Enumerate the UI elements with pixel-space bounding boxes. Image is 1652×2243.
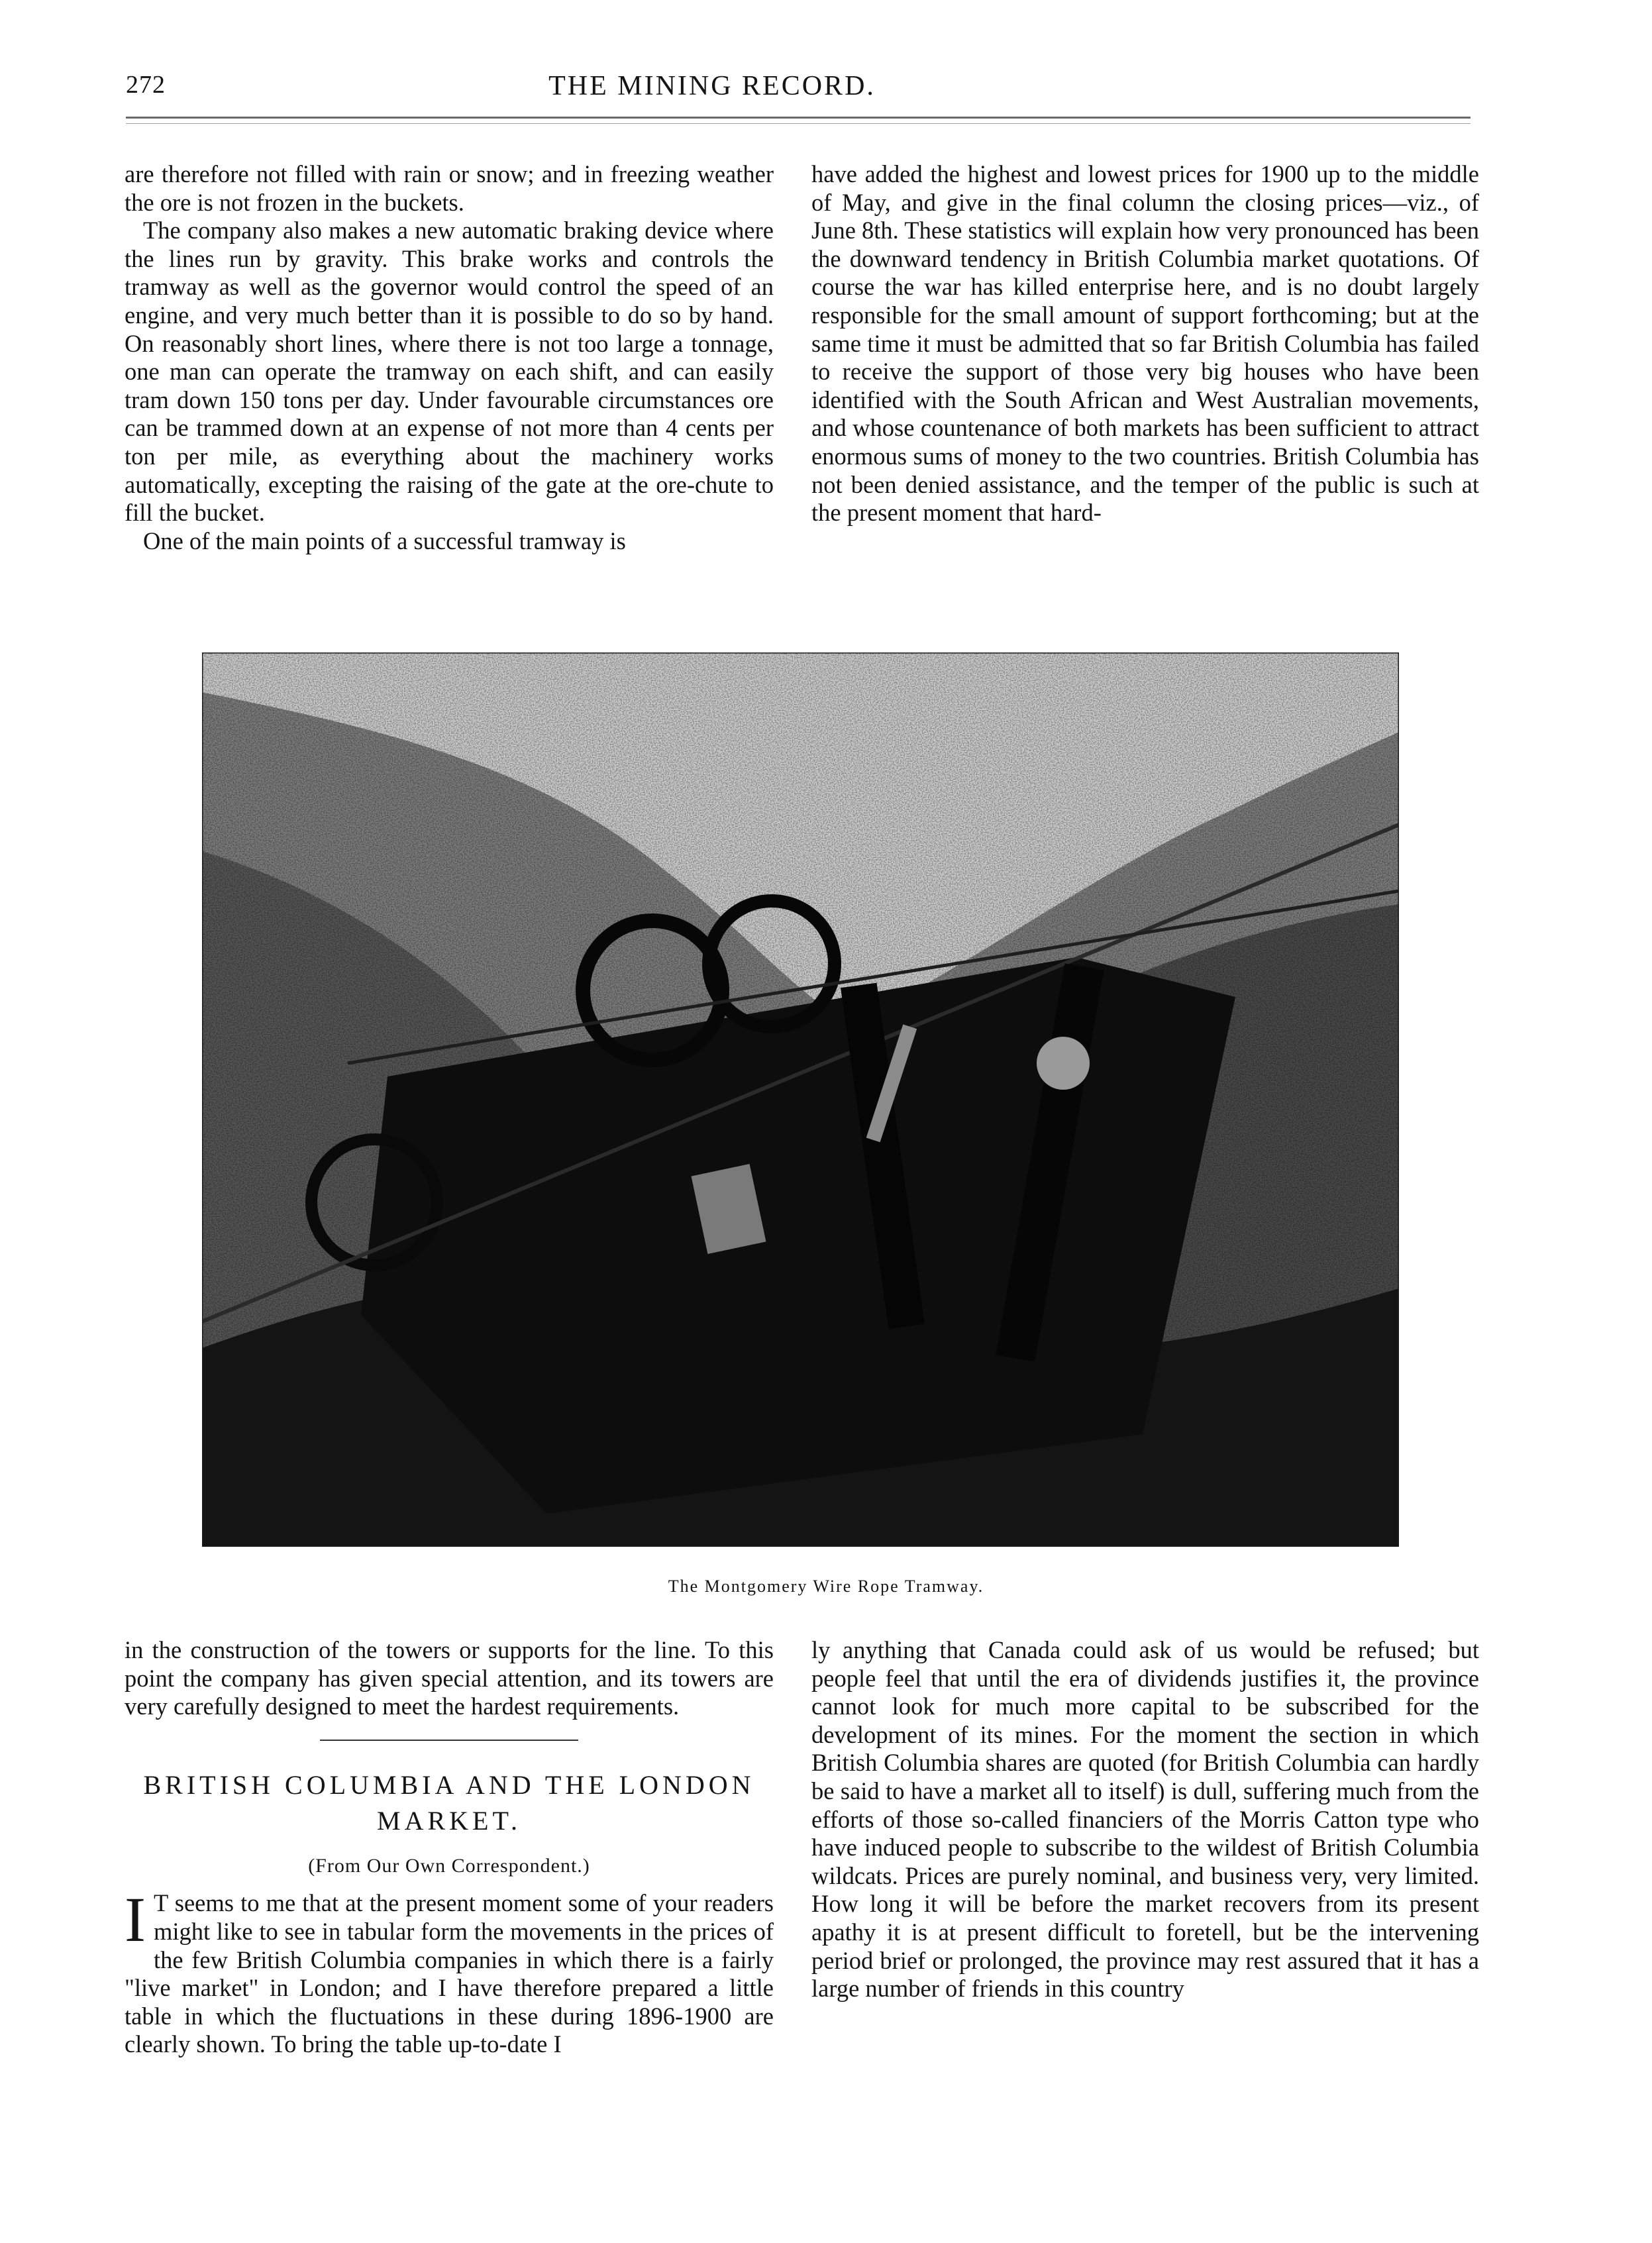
byline: (From Our Own Correspondent.) [308,1854,590,1877]
figure-caption: The Montgomery Wire Rope Tramway. [668,1577,984,1596]
running-title: THE MINING RECORD. [548,71,876,101]
header-rule-thin [126,123,1471,124]
paragraph: One of the main points of a successful tramway is [143,527,626,554]
section-title: BRITISH COLUMBIA AND THE LONDON MARKET. [143,1769,755,1836]
section-divider [320,1740,578,1741]
drop-cap: I [125,1884,146,1956]
paragraph: ly anything that Canada could ask of us would be refused; but people feel that until the era of dividends justifies it, the province cannot look for much more capital to be subscribed for the development of its mines. For the moment the section in which British Columbia shares are quoted (for British Columbia can hardly be said to have a market all to itself) is dull, suffering much from the efforts of those so-called financiers of the Morris Catton type who have induced people to subscribe to the wildest of British Columbia wildcats. Prices are purely nominal, and business very, very limited. How long it will be before the market recovers from its present apathy it is at present difficult to foretell, but be the intervening period brief or prolonged, the province may rest assured that it has a large number of friends in this country [811,1636,1479,2003]
top-left-column [125,160,774,555]
header-rule [126,117,1471,119]
paragraph: in the construction of the towers or supports for the line. To this point the company has given special attention, and its towers are very carefully designed to meet the hardest requirements. [125,1636,774,1720]
paragraph [125,1884,774,2059]
tramway-photograph [202,652,1399,1547]
paragraph: have added the highest and lowest prices for 1900 up to the middle of May, and give in the final column the closing prices—viz., of June 8th. These statistics will explain how very pronounced has been the downward tendency in British Columbia market quotations. Of course the war has killed enterprise here, and is no doubt largely responsible for the small amount of support forthcoming; but at the same time it must be admitted that so far British Columbia has failed to receive the support of those very big houses who have been identified with the South African and West Australian movements, and whose countenance of both markets has been sufficient to attract enormous sums of money to the two countries. British Columbia has not been denied assistance, and the temper of the public is such at the present moment that hard- [811,160,1479,527]
paragraph-text: T seems to me that at the present moment some of your readers might like to see in tabular form the movements in the prices of the few British Columbia companies in which there is a fairly "live market" in London; and I have therefore prepared a little table in which the fluctuations in these during 1896-1900 are clearly shown. To bring the table up-to-date I [125,1889,774,2058]
paragraph: are therefore not filled with rain or snow; and in freezing weather the ore is not frozen in the buckets. [125,160,774,216]
bottom-left-column [125,1636,774,2059]
top-right-column [811,160,1479,527]
bottom-right-column [811,1636,1479,2003]
paragraph: The company also makes a new automatic braking device where the lines run by gravity. This brake works and controls the tramway as well as the governor would control the speed of an engine, and very much better than it is possible to do so by hand. On reasonably short lines, where there is not too large a tonnage, one man can operate the tramway on each shift, and can easily tram down 150 tons per day. Under favourable circumstances ore can be trammed down at an expense of not more than 4 cents per ton per mile, as everything about the machinery works automatically, excepting the raising of the gate at the ore-chute to fill the bucket. [125,217,774,527]
page-number: 272 [126,71,166,99]
